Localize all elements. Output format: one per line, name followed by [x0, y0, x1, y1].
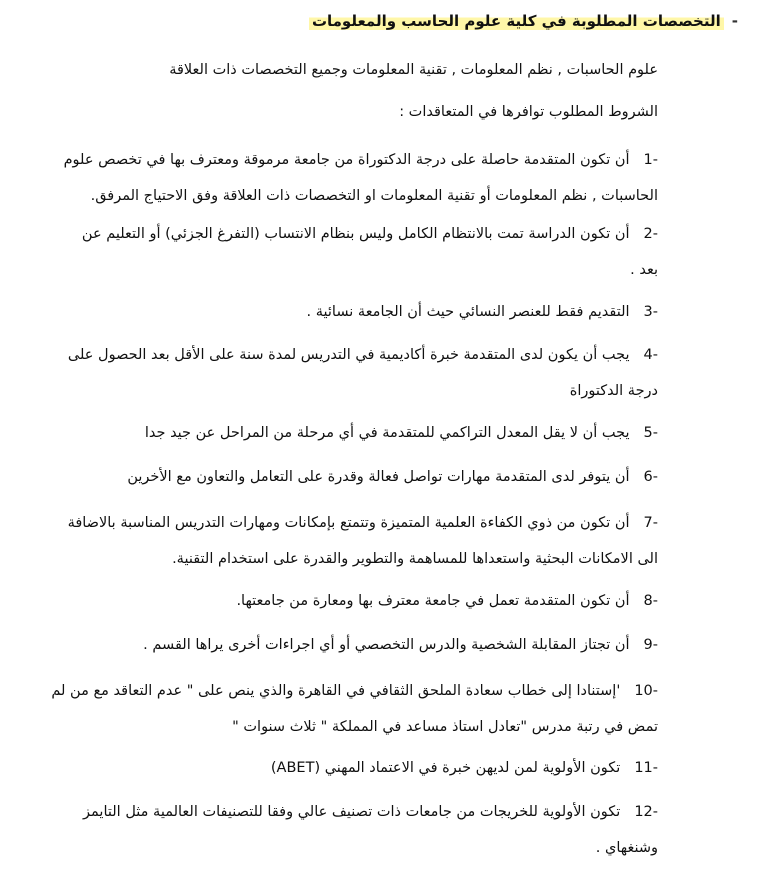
condition-text-continued: وشنغهاي .: [595, 840, 658, 856]
condition-text-continued: الى الامكانات البحثية واستعداها للمساهمة والتطوير والقدرة على استخدام التقنية.: [172, 551, 658, 567]
condition-item: [48, 459, 658, 495]
condition-text-continued: الحاسبات , نظم المعلومات أو تقنية المعلومات او التخصصات ذات العلاقة وفق الاحتياج المرفق.: [90, 188, 658, 204]
condition-number: 9-: [643, 637, 658, 653]
condition-text: أن يتوفر لدى المتقدمة مهارات تواصل فعالة وقدرة على التعامل والتعاون مع الأخرين: [127, 469, 630, 485]
condition-text: تكون الأولوية للخريجات من جامعات ذات تصنيف عالي وفقا للتصنيفات العالمية مثل التايمز: [83, 804, 621, 820]
title-row: [309, 8, 738, 34]
condition-number: 1-: [643, 152, 658, 168]
condition-number: 10-: [634, 683, 658, 699]
condition-item: [48, 750, 658, 786]
condition-number: 5-: [643, 425, 658, 441]
condition-number: 7-: [643, 515, 658, 531]
document-title: التخصصات المطلوبة في كلية علوم الحاسب والمعلومات: [309, 12, 724, 30]
condition-text: أن تكون المتقدمة تعمل في جامعة معترف بها ومعارة من جامعتها.: [236, 593, 630, 609]
condition-number: 11-: [634, 760, 658, 776]
condition-number: 4-: [643, 347, 658, 363]
condition-item: [48, 627, 658, 663]
condition-text-continued: تمض في رتبة مدرس "تعادل استاذ مساعد في المملكة " ثلاث سنوات ": [232, 719, 658, 735]
condition-number: 3-: [643, 304, 658, 320]
condition-text: أن تكون الدراسة تمت بالانتظام الكامل وليس بنظام الانتساب (التفرغ الجزئي) أو التعليم عن: [81, 226, 630, 242]
condition-number: 8-: [643, 593, 658, 609]
condition-text: يجب أن لا يقل المعدل التراكمي للمتقدمة في أي مرحلة من المراحل عن جيد جدا: [144, 425, 630, 441]
condition-text: تكون الأولوية لمن لديهن خبرة في الاعتماد المهني (ABET): [270, 760, 621, 776]
condition-item: [48, 794, 658, 866]
condition-text: أن تجتاز المقابلة الشخصية والدرس التخصصي أو أي اجراءات أخرى يراها القسم .: [143, 637, 630, 653]
condition-text-continued: بعد .: [630, 262, 658, 278]
condition-item: [48, 583, 658, 619]
condition-item: [48, 294, 658, 330]
condition-text: أن تكون المتقدمة حاصلة على درجة الدكتوراة من جامعة مرموقة ومعترف بها في تخصص علوم: [63, 152, 630, 168]
specializations-text: علوم الحاسبات , نظم المعلومات , تقنية المعلومات وجميع التخصصات ذات العلاقة: [169, 62, 658, 78]
condition-item: [48, 216, 658, 288]
title-bullet: -: [731, 12, 738, 30]
condition-number: 12-: [634, 804, 658, 820]
condition-number: 2-: [643, 226, 658, 242]
condition-text: 'إستنادا إلى خطاب سعادة الملحق الثقافي في القاهرة والذي ينص على " عدم التعاقد مع من لم: [51, 683, 621, 699]
condition-text: أن تكون من ذوي الكفاءة العلمية المتميزة وتتمتع بإمكانات ومهارات التدريس المناسبة بالاضافة: [67, 515, 630, 531]
condition-text: يجب أن يكون لدى المتقدمة خبرة أكاديمية في التدريس لمدة سنة على الأقل بعد الحصول على: [67, 347, 630, 363]
condition-item: [48, 673, 658, 745]
condition-number: 6-: [643, 469, 658, 485]
condition-text-continued: درجة الدكتوراة: [569, 383, 658, 399]
condition-text: التقديم فقط للعنصر النسائي حيث أن الجامعة نسائية .: [306, 304, 630, 320]
condition-item: [48, 337, 658, 409]
condition-item: [48, 505, 658, 577]
condition-item: [48, 142, 658, 214]
conditions-heading: الشروط المطلوب توافرها في المتعاقدات :: [399, 104, 658, 120]
condition-item: [48, 415, 658, 451]
